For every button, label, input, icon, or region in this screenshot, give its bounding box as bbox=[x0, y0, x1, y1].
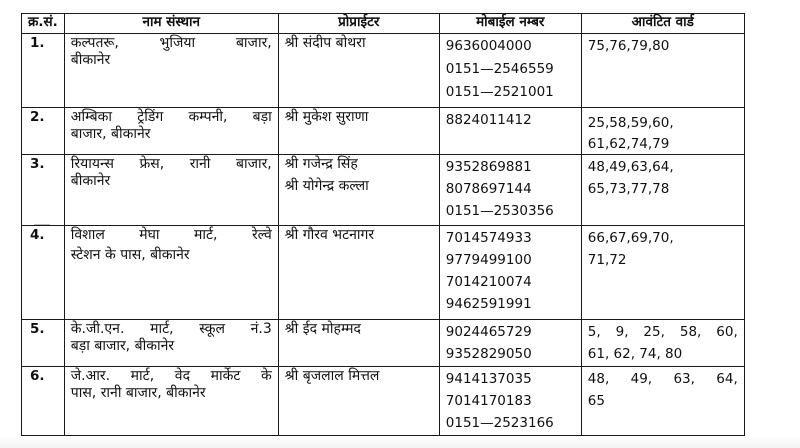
allotted-wards bbox=[581, 367, 744, 436]
mobile-line: 9414137035 bbox=[445, 371, 532, 387]
serial-number: 4. bbox=[22, 226, 65, 320]
wards-line: 25,58,59,60, bbox=[587, 115, 674, 131]
allotted-wards bbox=[581, 108, 744, 155]
mobile-numbers bbox=[439, 34, 581, 108]
serial-number: 3. bbox=[22, 155, 65, 226]
name-line: जे.आर. मार्ट, वेद मार्केट के bbox=[70, 368, 272, 384]
mobile-line: 9352869881 bbox=[445, 159, 532, 175]
mobile-numbers bbox=[439, 155, 581, 226]
proprietor-line: श्री गजेन्द्र सिंह bbox=[284, 156, 358, 172]
mobile-line: 9352829050 bbox=[445, 346, 532, 362]
serial-number: 6. bbox=[22, 367, 65, 436]
proprietor-line: श्री गौरव भटनागर bbox=[284, 227, 375, 243]
proprietor bbox=[278, 367, 439, 436]
establishment-name bbox=[64, 320, 278, 367]
header-proprietor: प्रोप्राईटर bbox=[278, 14, 439, 34]
mobile-line: 0151—2530356 bbox=[445, 203, 554, 219]
header-allotted-wards: आवंटित वार्ड bbox=[581, 14, 744, 34]
wards-line: 66,67,69,70, bbox=[587, 230, 674, 246]
mobile-line: 7014210074 bbox=[445, 274, 532, 290]
allotted-wards bbox=[581, 320, 744, 367]
serial-number: 2. bbox=[22, 108, 65, 155]
mobile-numbers bbox=[439, 108, 581, 155]
mobile-line: 8078697144 bbox=[445, 181, 532, 197]
mobile-line: 0151—2521001 bbox=[445, 84, 554, 100]
table-row bbox=[22, 34, 745, 108]
proprietor bbox=[278, 226, 439, 320]
name-line: विशाल मेघा मार्ट, रेल्वे bbox=[70, 227, 272, 243]
allotted-wards bbox=[581, 34, 744, 108]
serial-number: 5. bbox=[22, 320, 65, 367]
name-line: अम्बिका ट्रेडिंग कम्पनी, बड़ा bbox=[70, 109, 272, 125]
proprietor bbox=[278, 108, 439, 155]
name-line: रियायन्स फ्रेस, रानी बाजार, bbox=[70, 156, 272, 172]
proprietor-line: श्री योगेन्द्र कल्ला bbox=[284, 178, 369, 194]
allotted-wards bbox=[581, 155, 744, 226]
header-serial-number: क्र.सं. bbox=[22, 14, 65, 34]
wards-line: 65,73,77,78 bbox=[587, 181, 670, 197]
establishment-name bbox=[64, 108, 278, 155]
wards-line: 61,62,74,79 bbox=[587, 136, 670, 152]
wards-line: 48,49,63,64, bbox=[587, 159, 674, 175]
mobile-numbers bbox=[439, 226, 581, 320]
mobile-line: 7014574933 bbox=[445, 230, 532, 246]
wards-line: 61, 62, 74, 80 bbox=[587, 346, 683, 362]
header-row bbox=[22, 14, 745, 34]
table-row bbox=[22, 108, 745, 155]
establishment-name bbox=[64, 367, 278, 436]
mobile-line: 7014170183 bbox=[445, 393, 532, 409]
page-bottom-edge bbox=[0, 436, 800, 448]
name-line: बाजार, बीकानेर bbox=[70, 126, 151, 142]
mobile-line: 9024465729 bbox=[445, 324, 532, 340]
name-line: कल्पतरू, भुजिया बाजार, bbox=[70, 35, 272, 51]
table-row bbox=[22, 320, 745, 367]
mobile-line: 8824011412 bbox=[445, 112, 532, 128]
serial-number: 1. bbox=[22, 34, 65, 108]
name-line: बीकानेर bbox=[70, 52, 111, 68]
wards-line: 5, 9, 25, 58, 60, bbox=[587, 324, 738, 340]
header-establishment-name: नाम संस्थान bbox=[64, 14, 278, 34]
establishment-name bbox=[64, 226, 278, 320]
mobile-line: 9462591991 bbox=[445, 296, 532, 312]
table-row bbox=[22, 367, 745, 436]
name-line: स्टेशन के पास, बीकानेर bbox=[70, 247, 190, 263]
proprietor-line: श्री बृजलाल मित्तल bbox=[284, 368, 380, 384]
wards-line: 71,72 bbox=[587, 252, 627, 268]
establishment-name bbox=[64, 34, 278, 108]
mobile-line: 0151—2546559 bbox=[445, 61, 554, 77]
proprietor-line: श्री मुकेश सुराणा bbox=[284, 109, 369, 125]
name-line: बीकानेर bbox=[70, 173, 111, 189]
proprietor-line: श्री ईद मोहम्मद bbox=[284, 321, 361, 337]
wards-line: 48, 49, 63, 64, bbox=[587, 371, 738, 387]
wards-line: 65 bbox=[587, 393, 605, 409]
proprietor bbox=[278, 320, 439, 367]
proprietor bbox=[278, 155, 439, 226]
shop-allocation-table bbox=[21, 13, 745, 436]
mobile-numbers bbox=[439, 367, 581, 436]
table-header bbox=[22, 14, 745, 34]
proprietor bbox=[278, 34, 439, 108]
table-body bbox=[22, 34, 745, 436]
name-line: के.जी.एन. मार्ट, स्कूल नं.3 bbox=[70, 321, 272, 337]
mobile-line: 0151—2523166 bbox=[445, 415, 554, 431]
table-row bbox=[22, 155, 745, 226]
wards-line: 75,76,79,80 bbox=[587, 38, 670, 54]
mobile-line: 9636004000 bbox=[445, 38, 532, 54]
proprietor-line: श्री संदीप बोथरा bbox=[284, 35, 366, 51]
mobile-line: 9779499100 bbox=[445, 252, 532, 268]
header-mobile-number: मोबाईल नम्बर bbox=[439, 14, 581, 34]
name-line: पास, रानी बाजार, बीकानेर bbox=[70, 385, 206, 401]
mobile-numbers bbox=[439, 320, 581, 367]
allotted-wards bbox=[581, 226, 744, 320]
table-row bbox=[22, 226, 745, 320]
establishment-name bbox=[64, 155, 278, 226]
name-line: बड़ा बाजार, बीकानेर bbox=[70, 338, 175, 354]
